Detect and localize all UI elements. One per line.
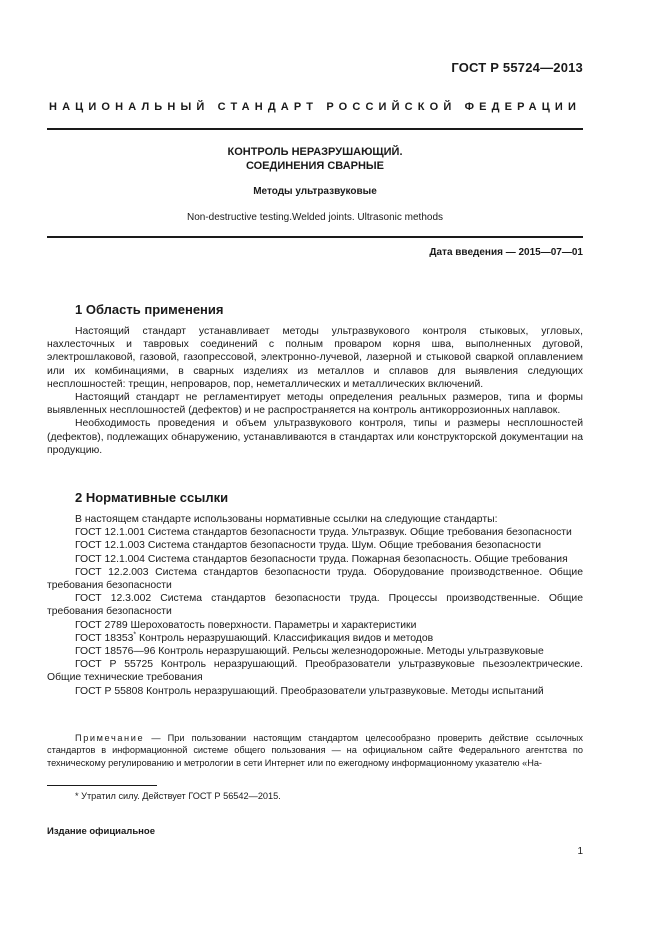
reference-item: ГОСТ 12.3.002 Система стандартов безопасности труда. Процессы производственные. Общие требования безопасности — [47, 593, 583, 618]
note-label: Примечание — [75, 733, 145, 743]
official-edition-label: Издание официальное — [47, 826, 155, 837]
section-1-paragraph: Настоящий стандарт не регламентирует методы определения реальных размеров, типа и формы выявленных несплошностей (дефектов) и не распространяется на контроль антикоррозионных наплавок. — [47, 392, 583, 417]
reference-code: ГОСТ 18353 — [75, 632, 134, 644]
standard-code: ГОСТ Р 55724—2013 — [451, 60, 583, 75]
footnote: * Утратил силу. Действует ГОСТ Р 56542—2015. — [75, 791, 281, 801]
section-1-heading: 1 Область применения — [75, 302, 224, 317]
footnote-divider — [47, 785, 157, 786]
title-line-2: СОЕДИНЕНИЯ СВАРНЫЕ — [245, 160, 385, 172]
national-standard-banner: НАЦИОНАЛЬНЫЙ СТАНДАРТ РОССИЙСКОЙ ФЕДЕРАЦИИ — [48, 101, 582, 113]
section-1-body — [47, 325, 583, 457]
title-line-1: КОНТРОЛЬ НЕРАЗРУШАЮЩИЙ. — [227, 146, 403, 158]
section-2-heading: 2 Нормативные ссылки — [75, 490, 229, 505]
section-1-paragraph: Необходимость проведения и объем ультразвукового контроля, типы и размеры несплошностей (дефектов), подлежащих обнаружению, устанавливаются в стандартах или конструкторской документации на продукцию. — [47, 418, 583, 456]
reference-item: ГОСТ 18576—96 Контроль неразрушающий. Рельсы железнодорожные. Методы ультразвуковые — [75, 646, 544, 658]
english-title: Non-destructive testing.Welded joints. Ultrasonic methods — [186, 212, 444, 223]
reference-title: Контроль неразрушающий. Классификация видов и методов — [136, 632, 434, 644]
reference-item: ГОСТ 2789 Шероховатость поверхности. Параметры и характеристики — [75, 619, 417, 631]
section-2-intro: В настоящем стандарте использованы нормативные ссылки на следующие стандарты: — [75, 514, 498, 525]
reference-item: ГОСТ Р 55725 Контроль неразрушающий. Преобразователи ультразвуковые пьезоэлектрические. Общие технические требования — [47, 659, 583, 684]
note-text: — При пользовании настоящим стандартом целесообразно проверить действие ссылочных стандартов в информационной системе общего пользования — на официальном сайте Федерального агентства по техническому регулированию и метрологии в сети Интернет или по ежегодному информационному указателю «На- — [47, 733, 583, 768]
reference-item: ГОСТ Р 55808 Контроль неразрушающий. Преобразователи ультразвуковые. Методы испытаний — [75, 685, 544, 697]
title-divider — [47, 236, 583, 238]
section-2-body — [47, 513, 583, 698]
reference-item: ГОСТ 12.1.001 Система стандартов безопасности труда. Ультразвук. Общие требования безопасности — [75, 527, 572, 539]
section-1-paragraph: Настоящий стандарт устанавливает методы ультразвукового контроля стыковых, угловых, нахлесточных и тавровых соединений с полным проваром корня шва, выполненных дуговой, электрошлаковой, газовой, газопрессовой, электронно-лучевой, лазерной и стыковой сваркой оплавлением или их комбинациями, в сварных изделиях из металлов и сплавов для выявления следующих несплошностей: трещин, непроваров, пор, неметаллических и металлических включений. — [47, 326, 583, 390]
footnote-marker: * — [133, 631, 137, 639]
top-divider — [47, 128, 583, 130]
reference-item: ГОСТ 12.2.003 Система стандартов безопасности труда. Оборудование производственное. Общие требования безопасности — [47, 566, 583, 592]
reference-item: ГОСТ 12.1.004 Система стандартов безопасности труда. Пожарная безопасность. Общие требования — [75, 553, 568, 565]
reference-item — [47, 632, 583, 645]
subtitle: Методы ультразвуковые — [253, 186, 377, 197]
reference-item: ГОСТ 12.1.003 Система стандартов безопасности труда. Шум. Общие требования безопасности — [75, 540, 542, 552]
page-number: 1 — [577, 846, 583, 857]
introduction-date: Дата введения — 2015—07—01 — [429, 247, 583, 258]
note — [47, 732, 583, 769]
